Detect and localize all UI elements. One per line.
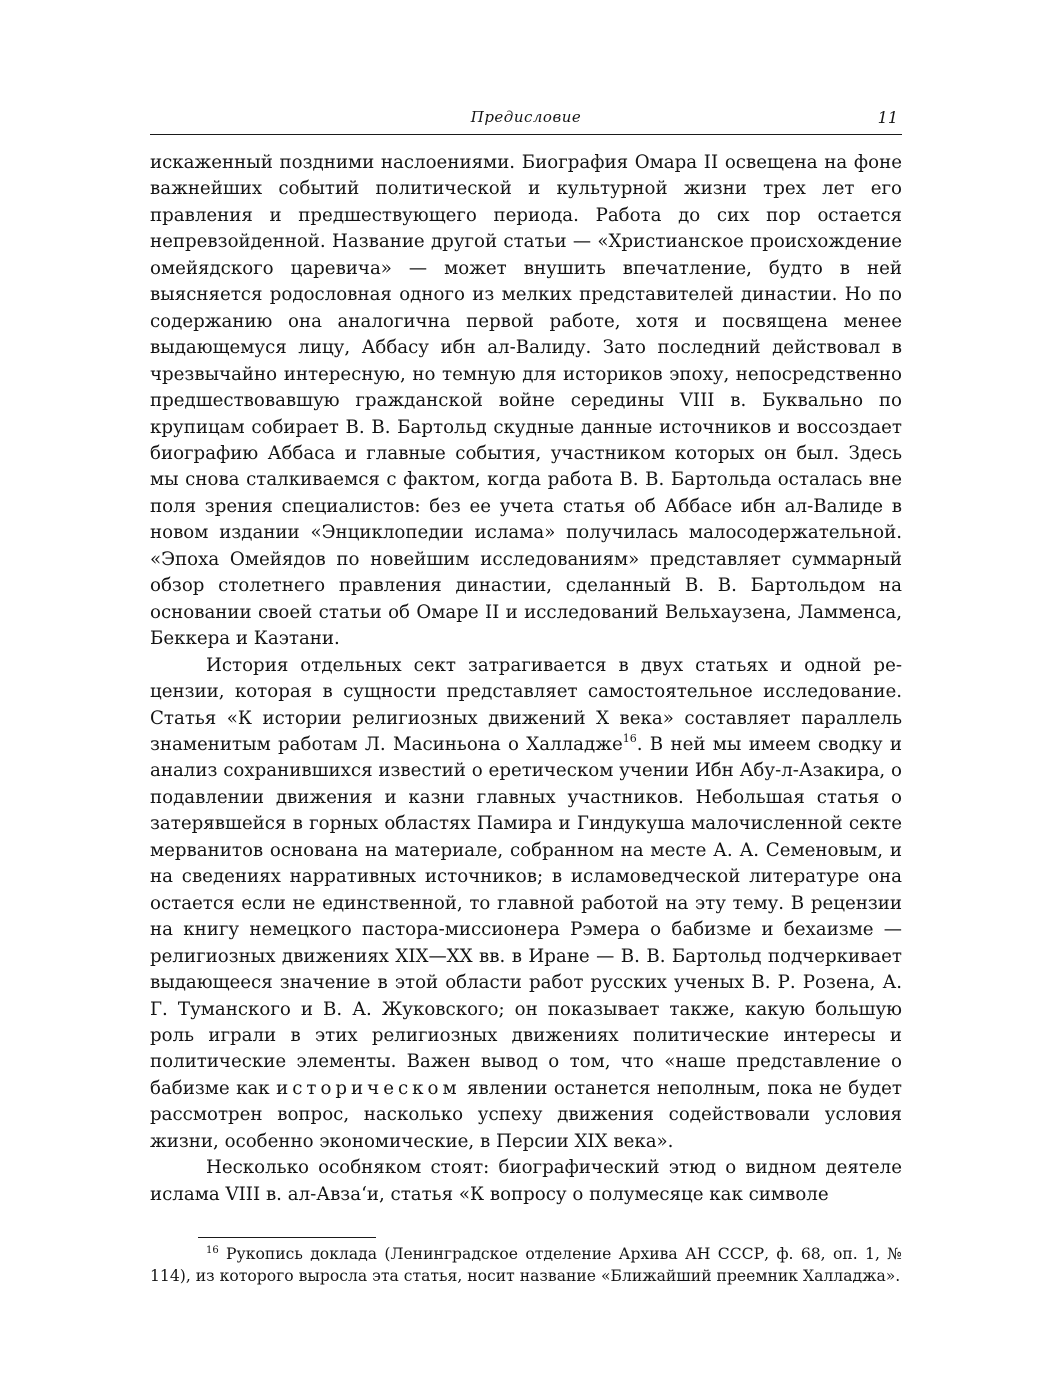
- paragraph-2-text-c: явлении останется неполным, пока не будет рассмотрен вопрос, насколько успеху движения содействовали условия жизни, особенно экономические, в Персии XIX века».: [150, 1077, 902, 1152]
- footnote-separator: [198, 1237, 376, 1238]
- footnote: [150, 1244, 902, 1287]
- footnote-reference: 16: [622, 731, 637, 745]
- paragraph-3: Несколько особняком стоят: биографический этюд о видном деятеле ислама VIII в. ал-Авза‘и, статья «К вопросу о полумесяце как символе: [150, 1157, 902, 1205]
- spaced-emphasis: историческом: [276, 1077, 461, 1099]
- running-title: Предисловие: [470, 108, 582, 126]
- main-text: [150, 150, 902, 1208]
- book-page: [150, 0, 902, 1400]
- paragraph-2: [150, 653, 902, 1156]
- page-number: 11: [877, 108, 898, 127]
- footnote-text: Рукопись доклада (Ленинградское отделение Архива АН СССР, ф. 68, оп. 1, № 114), из которого выросла эта статья, носит название «Ближайший преемник Халладжа».: [150, 1245, 902, 1285]
- paragraph-2-text-b: . В ней мы имеем сводку и анализ сохранившихся известий о еретическом учении Ибн Абу-л-Азакира, о подавлении движения и казни главных участников. Небольшая статья о затерявшейся в горных областях Памира и Гиндукуша малочисленной секте мерванитов основана на материале, собранном на месте А. А. Семеновым, и на сведениях нарративных источников; в исламоведческой литературе она остается если не единственной, то главной работой на эту тему. В рецензии на книгу немецкого пастора-миссионера Рэмера о бабизме и бехаизме — религиозных движениях XIX—XX вв. в Иране — В. В. Бартольд подчеркивает выдающееся значение в этой области работ русских ученых В. Р. Розена, А. Г. Туманского и В. А. Жуковского; он показывает также, какую большую роль играли в этих религиозных движениях политические интересы и политические элементы. Важен вывод о том, что «наше представление о бабизме как: [150, 733, 902, 1099]
- paragraph-2-text-a: История отдельных сект затрагивается в двух статьях и одной рецензии, которая в сущности представляет самостоятельное исследование. Статья «К истории религиозных движений X века» составляет параллель знаменитым работам Л. Масиньона о Халладже: [150, 654, 902, 755]
- footnote-number: 16: [206, 1245, 219, 1256]
- paragraph-1: искаженный поздними наслоениями. Биография Омара II освещена на фоне важнейших событий политической и культурной жизни трех лет его правления и предшествующего периода. Работа до сих пор остается непревзойденной. Название другой статьи — «Христианское происхождение омейядского царевича» — может внушить впечатление, будто в ней выясняется родословная одного из мелких представителей династии. Но по содержанию она аналогична первой работе, хотя и посвящена менее выдающемуся лицу, Аббасу ибн ал-Валиду. Зато последний действовал в чрезвычайно интересную, но темную для историков эпоху, непосредственно предшествовавшую гражданской войне середины VIII в. Буквально по крупицам собирает В. В. Бартольд скудные данные источников и воссоздает биографию Аббаса и главные события, участником которых он был. Здесь мы снова сталкиваемся с фактом, когда работа В. В. Бартольда осталась вне поля зрения специалистов: без ее учета статья об Аббасе ибн ал-Валиде в новом издании «Энциклопедии ислама» получилась малосодержательной. «Эпоха Омейядов по новейшим исследованиям» представляет суммарный обзор столетнего правления династии, сделанный В. В. Бартольдом на основании своей статьи об Омаре II и исследований Вельхаузена, Ламменса, Беккера и Каэтани.: [150, 152, 902, 650]
- running-header: [150, 104, 902, 135]
